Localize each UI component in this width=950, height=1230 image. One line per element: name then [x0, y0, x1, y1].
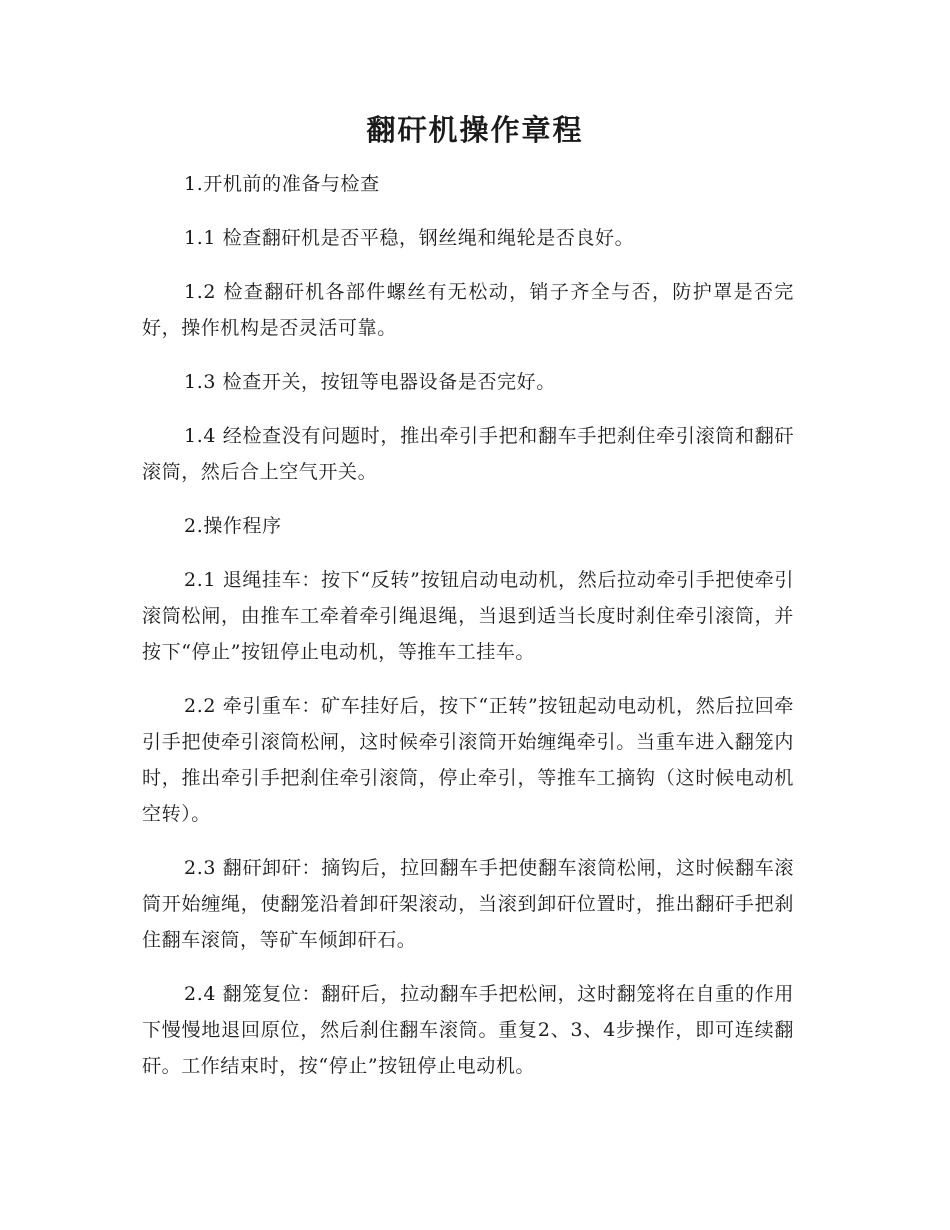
paragraph-1-2: 1.2 检查翻矸机各部件螺丝有无松动，销子齐全与否，防护罩是否完好，操作机构是否灵活可靠。 — [142, 281, 794, 339]
paragraph-1-1: 1.1 检查翻矸机是否平稳，钢丝绳和绳轮是否良好。 — [184, 227, 635, 249]
document-body — [142, 166, 794, 1102]
paragraph-1-3: 1.3 检查开关，按钮等电器设备是否完好。 — [184, 371, 556, 393]
section-heading-2: 2.操作程序 — [184, 515, 282, 537]
paragraph-1-4: 1.4 经检查没有问题时，推出牵引手把和翻车手把刹住牵引滚筒和翻矸滚筒，然后合上空气开关。 — [142, 425, 794, 483]
paragraph-2-2: 2.2 牵引重车：矿车挂好后，按下“正转”按钮起动电动机，然后拉回牵引手把使牵引滚筒松闸，这时候牵引滚筒开始缠绳牵引。当重车进入翻笼内时，推出牵引手把刹住牵引滚筒，停止牵引，等推车工摘钩（这时候电动机空转）。 — [142, 695, 794, 825]
paragraph-2-4: 2.4 翻笼复位：翻矸后，拉动翻车手把松闸，这时翻笼将在自重的作用下慢慢地退回原位，然后刹住翻车滚筒。重复2、3、4步操作，即可连续翻矸。工作结束时，按“停止”按钮停止电动机。 — [142, 983, 794, 1077]
page-title: 翻矸机操作章程 — [366, 113, 584, 147]
paragraph-2-3: 2.3 翻矸卸矸：摘钩后，拉回翻车手把使翻车滚筒松闸，这时候翻车滚筒开始缠绳，使翻笼沿着卸矸架滚动，当滚到卸矸位置时，推出翻矸手把刹住翻车滚筒，等矿车倾卸矸石。 — [142, 857, 794, 951]
paragraph-2-1: 2.1 退绳挂车：按下“反转”按钮启动电动机，然后拉动牵引手把使牵引滚筒松闸，由推车工牵着牵引绳退绳，当退到适当长度时刹住牵引滚筒，并按下“停止”按钮停止电动机，等推车工挂车。 — [142, 569, 794, 663]
section-heading-1: 1.开机前的准备与检查 — [184, 173, 380, 195]
